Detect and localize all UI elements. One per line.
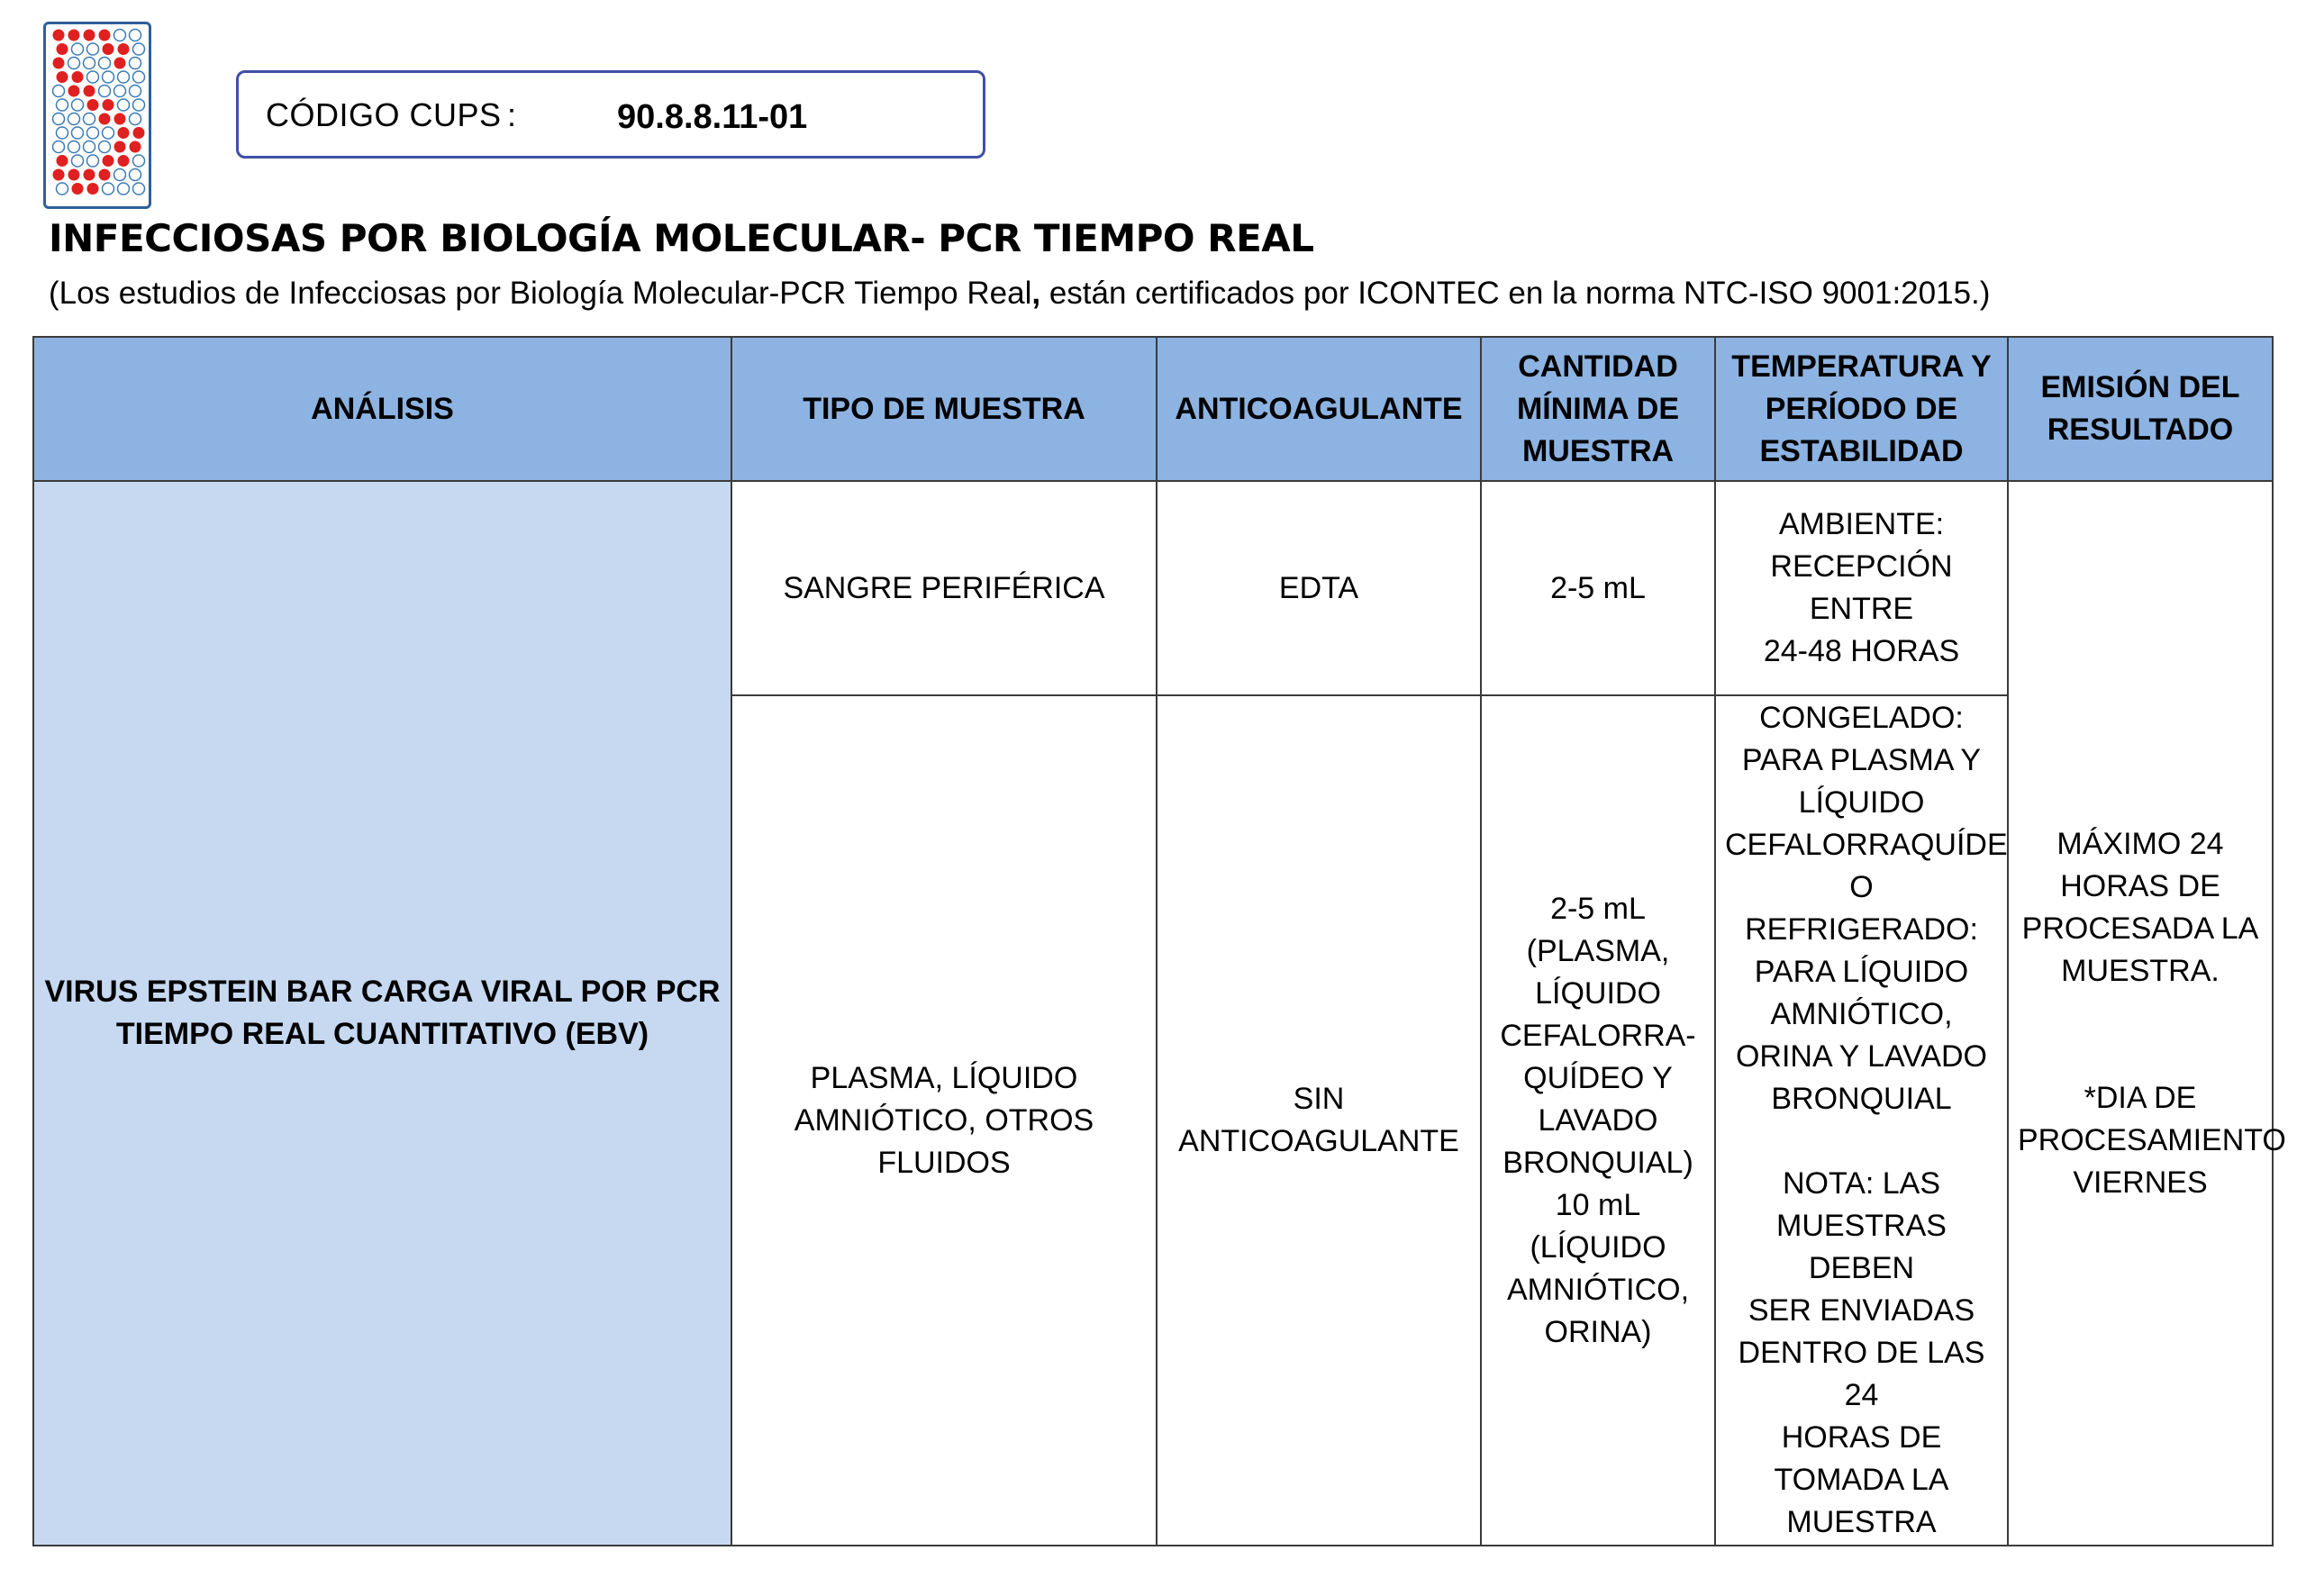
logo-dot (118, 127, 130, 139)
logo-dot (84, 141, 95, 153)
certification-note-part1: (Los estudios de Infecciosas por Biología Molecular-PCR Tiempo Real (49, 276, 1032, 311)
logo-dot (68, 113, 80, 125)
logo-dot (130, 169, 141, 181)
logo-dot (53, 141, 65, 153)
logo-dot (68, 30, 80, 41)
logo-dot (57, 183, 68, 195)
logo-dot (87, 155, 99, 167)
page-title: INFECCIOSAS POR BIOLOGÍA MOLECULAR- PCR TIEMPO REAL (49, 216, 1314, 260)
logo-dot (68, 141, 80, 153)
logo-dot (72, 99, 84, 111)
logo-dot (103, 43, 114, 55)
logo-dot (68, 169, 80, 181)
logo-dot (130, 86, 141, 97)
lab-dot-grid-logo-icon (43, 22, 151, 209)
logo-dot (103, 155, 114, 167)
certification-note-comma: , (1031, 276, 1041, 311)
logo-dot (99, 58, 111, 69)
logo-dot (118, 183, 130, 195)
logo-dot (114, 169, 126, 181)
header-temperature: TEMPERATURA Y PERÍODO DE ESTABILIDAD (1715, 337, 2008, 481)
logo-dot (114, 113, 126, 125)
table-row (33, 481, 2273, 695)
logo-dot (57, 127, 68, 139)
sample-type-cell: SANGRE PERIFÉRICA (731, 481, 1157, 695)
logo-dot (130, 58, 141, 69)
logo-dot (84, 58, 95, 69)
logo-dot (72, 43, 84, 55)
cups-code-box (236, 70, 985, 159)
logo-dot (118, 43, 130, 55)
logo-dot (103, 71, 114, 83)
logo-dot (99, 86, 111, 97)
logo-dot (84, 86, 95, 97)
logo-dot (53, 169, 65, 181)
logo-dot (57, 99, 68, 111)
logo-dot (118, 155, 130, 167)
logo-dot (114, 30, 126, 41)
logo-dot (72, 71, 84, 83)
logo-dot (133, 99, 145, 111)
logo-graphic (46, 24, 149, 206)
logo-dot (57, 155, 68, 167)
header-anticoagulant: ANTICOAGULANTE (1157, 337, 1481, 481)
logo-dot (118, 71, 130, 83)
header-sample-type: TIPO DE MUESTRA (731, 337, 1157, 481)
logo-dot (114, 141, 126, 153)
logo-dot (72, 127, 84, 139)
logo-dot (53, 113, 65, 125)
min-quantity-cell: 2-5 mL (PLASMA, LÍQUIDO CEFALORRA- QUÍDEO Y LAVADO BRONQUIAL) 10 mL (LÍQUIDO AMNIÓTICO, ORINA) (1481, 695, 1715, 1546)
header-emission: EMISIÓN DEL RESULTADO (2008, 337, 2273, 481)
logo-dot (72, 155, 84, 167)
logo-dot (72, 183, 84, 195)
anticoagulant-cell: EDTA (1157, 481, 1481, 695)
logo-dot (53, 58, 65, 69)
header-min-quantity: CANTIDAD MÍNIMA DE MUESTRA (1481, 337, 1715, 481)
logo-dot (53, 86, 65, 97)
logo-dot (133, 155, 145, 167)
logo-dot (130, 30, 141, 41)
logo-dot (84, 169, 95, 181)
header-analysis: ANÁLISIS (33, 337, 731, 481)
logo-dot (99, 169, 111, 181)
logo-dot (87, 43, 99, 55)
logo-dot (133, 127, 145, 139)
emission-cell: MÁXIMO 24 HORAS DE PROCESADA LA MUESTRA. *DIA DE PROCESAMIENTO VIERNES (2008, 481, 2273, 1546)
logo-dot (103, 127, 114, 139)
min-quantity-cell: 2-5 mL (1481, 481, 1715, 695)
logo-dot (99, 113, 111, 125)
analysis-cell: VIRUS EPSTEIN BAR CARGA VIRAL POR PCR TIEMPO REAL CUANTITATIVO (EBV) (33, 481, 731, 1546)
test-catalog-table (32, 336, 2286, 1546)
logo-dot (133, 43, 145, 55)
logo-dot (130, 113, 141, 125)
logo-dot (133, 71, 145, 83)
logo-dot (68, 58, 80, 69)
logo-dot (118, 99, 130, 111)
logo-dot (103, 183, 114, 195)
logo-dot (87, 183, 99, 195)
logo-dot (114, 58, 126, 69)
logo-dot (99, 141, 111, 153)
logo-dot (87, 99, 99, 111)
logo-dot (68, 86, 80, 97)
logo-dot (57, 71, 68, 83)
table-header-row (33, 337, 2273, 481)
logo-dot (87, 127, 99, 139)
anticoagulant-cell: SIN ANTICOAGULANTE (1157, 695, 1481, 1546)
logo-dot (57, 43, 68, 55)
logo-dot (53, 30, 65, 41)
sample-type-cell: PLASMA, LÍQUIDO AMNIÓTICO, OTROS FLUIDOS (731, 695, 1157, 1546)
logo-dot (87, 71, 99, 83)
logo-dot (99, 30, 111, 41)
cups-separator: : (507, 96, 517, 133)
logo-dot (114, 86, 126, 97)
logo-dot (84, 113, 95, 125)
cups-label: CÓDIGO CUPS (266, 96, 502, 133)
cups-code: 90.8.8.11-01 (617, 98, 808, 136)
certification-note-part2: están certificados por ICONTEC en la norma NTC-ISO 9001:2015.) (1040, 276, 1991, 311)
temperature-cell: AMBIENTE: RECEPCIÓN ENTRE 24-48 HORAS (1715, 481, 2008, 695)
logo-dot (130, 141, 141, 153)
logo-dot (84, 30, 95, 41)
logo-dot (103, 99, 114, 111)
logo-dot (133, 183, 145, 195)
temperature-cell: CONGELADO: PARA PLASMA Y LÍQUIDO CEFALORRAQUÍDE O REFRIGERADO: PARA LÍQUIDO AMNIÓTICO, ORINA Y LAVADO BRONQUIAL NOTA: LAS MUESTRAS DEBEN SER ENVIADAS DENTRO DE LAS 24 HORAS DE TOMADA LA MUESTRA (1715, 695, 2008, 1546)
certification-note (49, 276, 1990, 312)
